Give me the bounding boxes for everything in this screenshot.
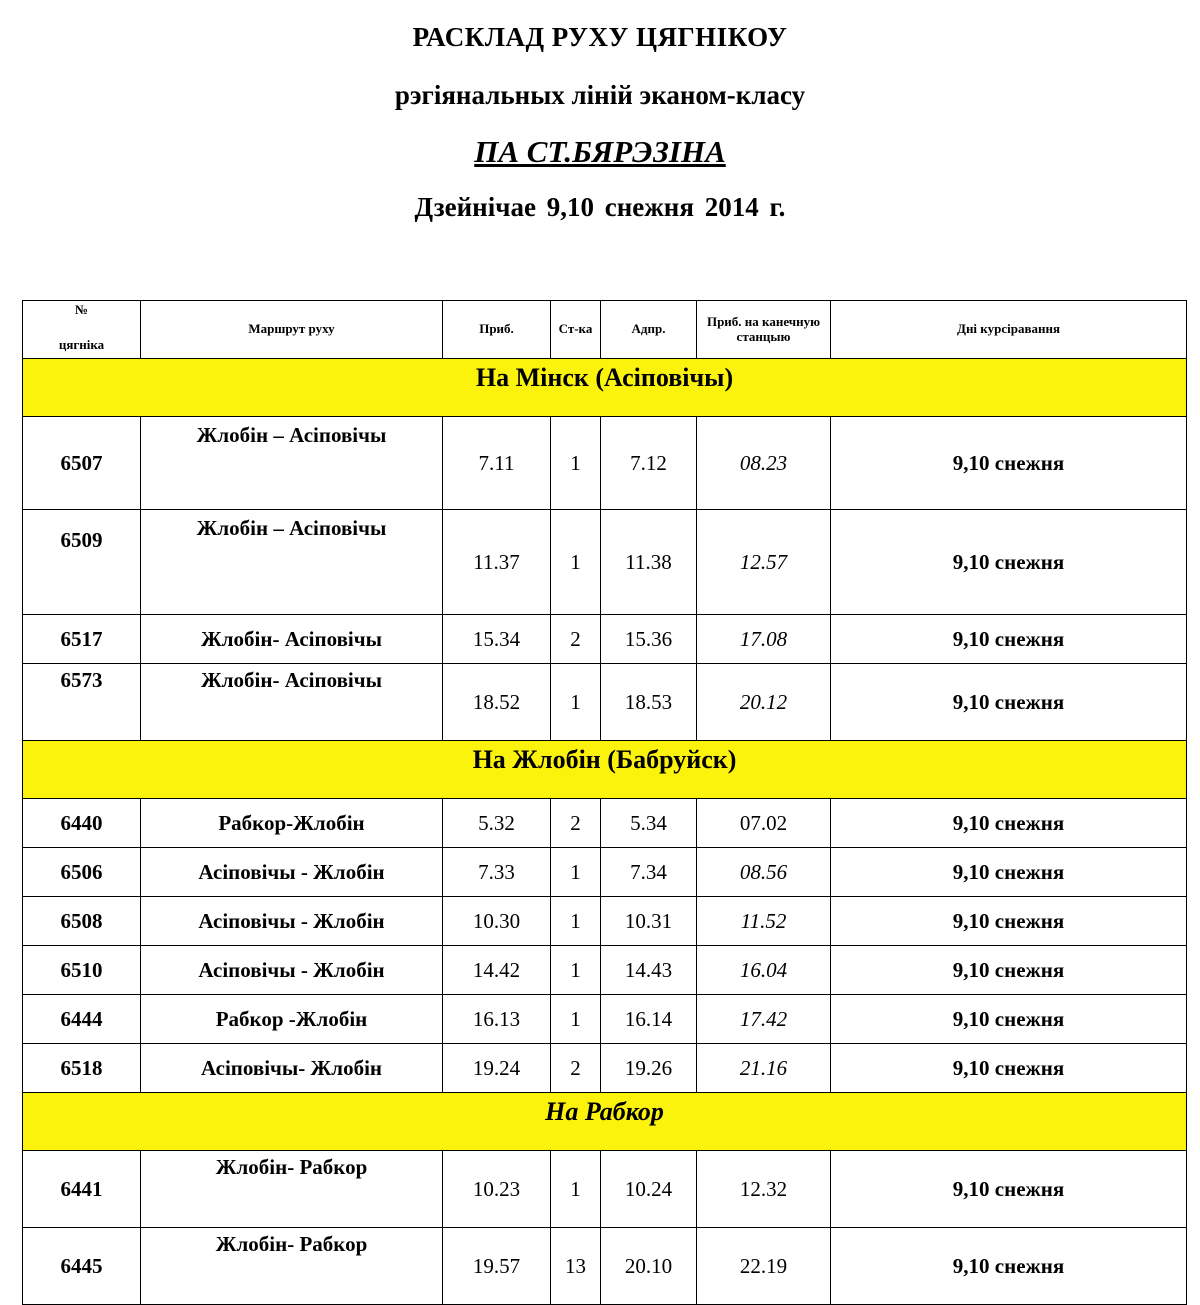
track: 1 <box>551 1151 601 1228</box>
train-number: 6507 <box>23 417 141 510</box>
final-arrival-time: 17.08 <box>697 615 831 664</box>
table-row <box>23 1228 1187 1305</box>
table-row <box>23 664 1187 741</box>
final-arrival-time: 16.04 <box>697 946 831 995</box>
final-arrival-time: 20.12 <box>697 664 831 741</box>
arrival-time: 19.24 <box>443 1044 551 1093</box>
final-arrival-time: 21.16 <box>697 1044 831 1093</box>
arrival-time: 11.37 <box>443 510 551 615</box>
track: 1 <box>551 848 601 897</box>
train-number: 6440 <box>23 799 141 848</box>
operating-days: 9,10 снежня <box>831 1044 1187 1093</box>
final-arrival-time: 08.23 <box>697 417 831 510</box>
arrival-time: 19.57 <box>443 1228 551 1305</box>
header-arrival: Приб. <box>443 301 551 359</box>
table-header-row <box>23 301 1187 359</box>
section-heading <box>23 359 1187 417</box>
arrival-time: 5.32 <box>443 799 551 848</box>
final-arrival-time: 12.32 <box>697 1151 831 1228</box>
section-heading <box>23 741 1187 799</box>
route: Жлобін – Асіповічы <box>141 417 443 510</box>
track: 1 <box>551 897 601 946</box>
operating-days: 9,10 снежня <box>831 1151 1187 1228</box>
track: 1 <box>551 417 601 510</box>
train-number: 6510 <box>23 946 141 995</box>
header-train-number: № цягніка <box>23 301 141 359</box>
section-title: На Жлобін (Бабруйск) <box>23 741 1187 799</box>
departure-time: 7.34 <box>601 848 697 897</box>
arrival-time: 16.13 <box>443 995 551 1044</box>
table-row <box>23 995 1187 1044</box>
route: Асіповічы - Жлобін <box>141 848 443 897</box>
departure-time: 7.12 <box>601 417 697 510</box>
final-arrival-time: 12.57 <box>697 510 831 615</box>
arrival-time: 10.23 <box>443 1151 551 1228</box>
final-arrival-time: 22.19 <box>697 1228 831 1305</box>
operating-days: 9,10 снежня <box>831 615 1187 664</box>
operating-days: 9,10 снежня <box>831 848 1187 897</box>
header-track: Ст-ка <box>551 301 601 359</box>
route: Жлобін- Рабкор <box>141 1151 443 1228</box>
document-title: РАСКЛАД РУХУ ЦЯГНІКОУ <box>412 22 788 52</box>
train-number: 6508 <box>23 897 141 946</box>
track: 2 <box>551 615 601 664</box>
route: Рабкор -Жлобін <box>141 995 443 1044</box>
final-arrival-time: 17.42 <box>697 995 831 1044</box>
arrival-time: 7.11 <box>443 417 551 510</box>
route: Жлобін- Рабкор <box>141 1228 443 1305</box>
table-row <box>23 1151 1187 1228</box>
schedule-table <box>22 300 1187 1305</box>
departure-time: 19.26 <box>601 1044 697 1093</box>
operating-days: 9,10 снежня <box>831 510 1187 615</box>
operating-days: 9,10 снежня <box>831 799 1187 848</box>
table-row <box>23 946 1187 995</box>
track: 2 <box>551 799 601 848</box>
departure-time: 18.53 <box>601 664 697 741</box>
departure-time: 10.24 <box>601 1151 697 1228</box>
arrival-time: 15.34 <box>443 615 551 664</box>
train-number: 6445 <box>23 1228 141 1305</box>
table-row <box>23 799 1187 848</box>
train-number: 6509 <box>23 510 141 615</box>
station-name: ПА СТ.БЯРЭЗІНА <box>474 134 726 169</box>
operating-days: 9,10 снежня <box>831 664 1187 741</box>
section-title: На Мінск (Асіповічы) <box>23 359 1187 417</box>
table-row <box>23 615 1187 664</box>
train-number: 6441 <box>23 1151 141 1228</box>
final-arrival-time: 08.56 <box>697 848 831 897</box>
departure-time: 16.14 <box>601 995 697 1044</box>
train-number: 6518 <box>23 1044 141 1093</box>
train-number: 6444 <box>23 995 141 1044</box>
header-departure: Адпр. <box>601 301 697 359</box>
validity-date: Дзейнічае 9,10 снежня 2014 г. <box>414 192 786 222</box>
route: Жлобін – Асіповічы <box>141 510 443 615</box>
arrival-time: 7.33 <box>443 848 551 897</box>
header-days: Дні курсіравання <box>831 301 1187 359</box>
departure-time: 5.34 <box>601 799 697 848</box>
table-row <box>23 510 1187 615</box>
header-route: Маршрут руху <box>141 301 443 359</box>
track: 1 <box>551 664 601 741</box>
track: 1 <box>551 510 601 615</box>
route: Асіповічы - Жлобін <box>141 897 443 946</box>
table-row <box>23 417 1187 510</box>
table-row <box>23 848 1187 897</box>
track: 13 <box>551 1228 601 1305</box>
train-number: 6517 <box>23 615 141 664</box>
section-title: На Рабкор <box>23 1093 1187 1151</box>
operating-days: 9,10 снежня <box>831 946 1187 995</box>
route: Рабкор-Жлобін <box>141 799 443 848</box>
operating-days: 9,10 снежня <box>831 1228 1187 1305</box>
train-number: 6506 <box>23 848 141 897</box>
table-row <box>23 1044 1187 1093</box>
arrival-time: 14.42 <box>443 946 551 995</box>
route: Асіповічы- Жлобін <box>141 1044 443 1093</box>
train-number: 6573 <box>23 664 141 741</box>
departure-time: 10.31 <box>601 897 697 946</box>
departure-time: 20.10 <box>601 1228 697 1305</box>
departure-time: 11.38 <box>601 510 697 615</box>
departure-time: 15.36 <box>601 615 697 664</box>
departure-time: 14.43 <box>601 946 697 995</box>
operating-days: 9,10 снежня <box>831 897 1187 946</box>
arrival-time: 18.52 <box>443 664 551 741</box>
route: Асіповічы - Жлобін <box>141 946 443 995</box>
route: Жлобін- Асіповічы <box>141 664 443 741</box>
track: 2 <box>551 1044 601 1093</box>
route: Жлобін- Асіповічы <box>141 615 443 664</box>
table-row <box>23 897 1187 946</box>
arrival-time: 10.30 <box>443 897 551 946</box>
final-arrival-time: 11.52 <box>697 897 831 946</box>
track: 1 <box>551 995 601 1044</box>
header-final-arrival: Приб. на канечную станцыю <box>697 301 831 359</box>
operating-days: 9,10 снежня <box>831 417 1187 510</box>
final-arrival-time: 07.02 <box>697 799 831 848</box>
document-subtitle: рэгіянальных ліній эканом-класу <box>394 80 806 110</box>
section-heading <box>23 1093 1187 1151</box>
operating-days: 9,10 снежня <box>831 995 1187 1044</box>
track: 1 <box>551 946 601 995</box>
